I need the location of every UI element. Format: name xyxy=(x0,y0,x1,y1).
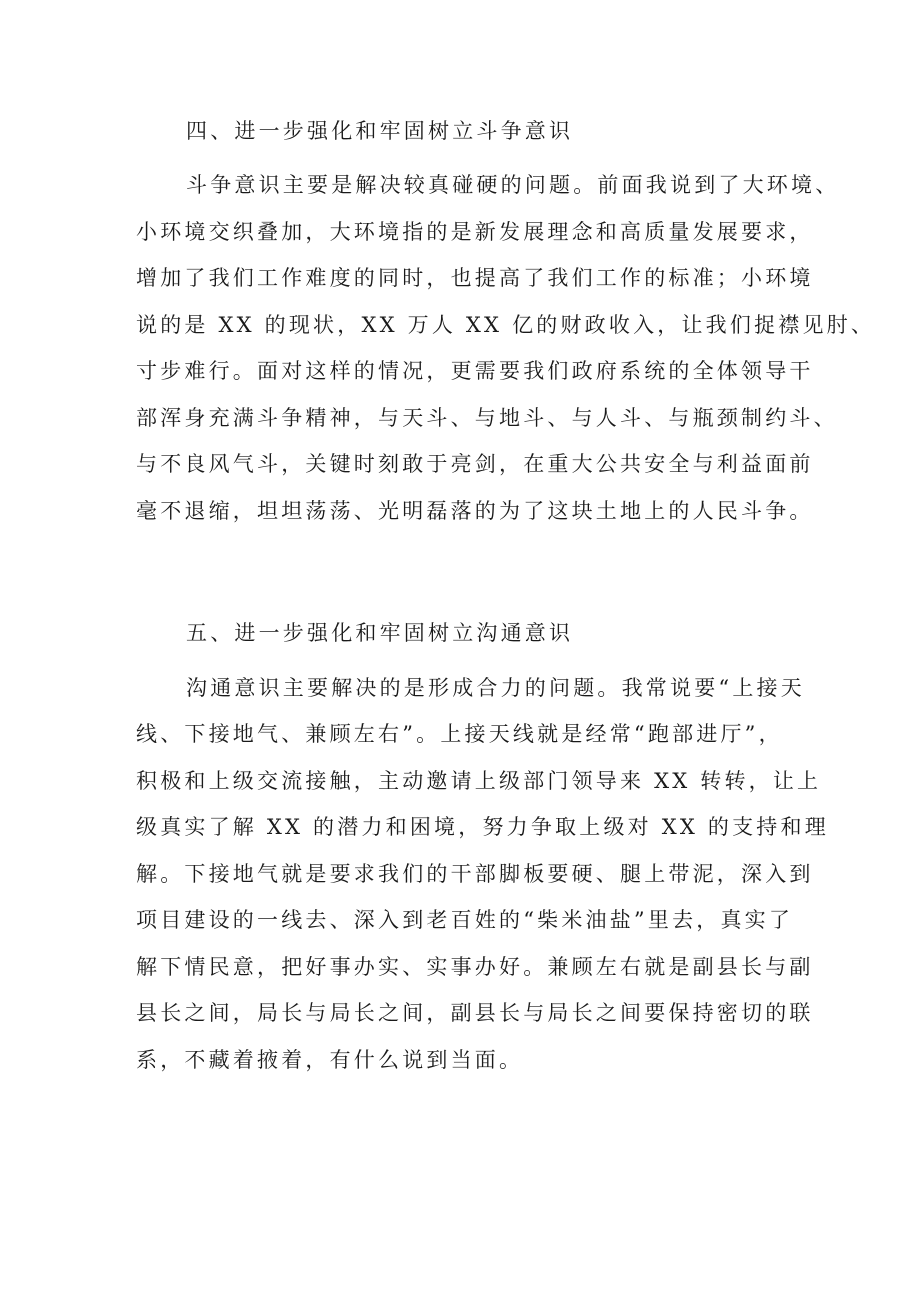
section-4-paragraph-line: 寸步难行。面对这样的情况，更需要我们政府系统的全体领导干 xyxy=(136,359,814,383)
section-4-paragraph-line: 小环境交织叠加，大环境指的是新发展理念和高质量发展要求， xyxy=(136,220,814,244)
section-5-paragraph-line: 项目建设的一线去、深入到老百姓的“柴米油盐”里去，真实了 xyxy=(136,908,794,932)
section-4-paragraph-line: 斗争意识主要是解决较真碰硬的问题。前面我说到了大环境、 xyxy=(186,173,840,197)
section-4-heading: 四、进一步强化和牢固树立斗争意识 xyxy=(186,119,574,143)
section-5-paragraph-line: 沟通意识主要解决的是形成合力的问题。我常说要“上接天 xyxy=(186,676,805,700)
section-5-paragraph-line: 解下情民意，把好事办实、实事办好。兼顾左右就是副县长与副 xyxy=(136,955,814,979)
section-5-paragraph-line: 县长之间，局长与局长之间，副县长与局长之间要保持密切的联 xyxy=(136,1001,814,1025)
section-4-paragraph-line: 说的是 XX 的现状，XX 万人 XX 亿的财政收入，让我们捉襟见肘、 xyxy=(136,313,876,337)
section-4-paragraph-line: 部浑身充满斗争精神，与天斗、与地斗、与人斗、与瓶颈制约斗、 xyxy=(136,406,838,430)
section-5-paragraph-line: 解。下接地气就是要求我们的干部脚板要硬、腿上带泥，深入到 xyxy=(136,862,814,886)
section-5-paragraph-line: 级真实了解 XX 的潜力和困境，努力争取上级对 XX 的支持和理 xyxy=(136,815,829,839)
section-5-heading: 五、进一步强化和牢固树立沟通意识 xyxy=(186,621,574,645)
section-4-paragraph-line: 增加了我们工作难度的同时，也提高了我们工作的标准；小环境 xyxy=(136,266,814,290)
section-4-paragraph-line: 毫不退缩，坦坦荡荡、光明磊落的为了这块土地上的人民斗争。 xyxy=(136,499,814,523)
section-4-paragraph-line: 与不良风气斗，关键时刻敢于亮剑，在重大公共安全与利益面前 xyxy=(136,452,814,476)
section-5-paragraph-line: 系，不藏着掖着，有什么说到当面。 xyxy=(136,1048,524,1072)
section-5-paragraph-line: 线、下接地气、兼顾左右”。上接天线就是经常“跑部进厅”， xyxy=(136,722,783,746)
section-5-paragraph-line: 积极和上级交流接触，主动邀请上级部门领导来 XX 转转，让上 xyxy=(136,769,822,793)
